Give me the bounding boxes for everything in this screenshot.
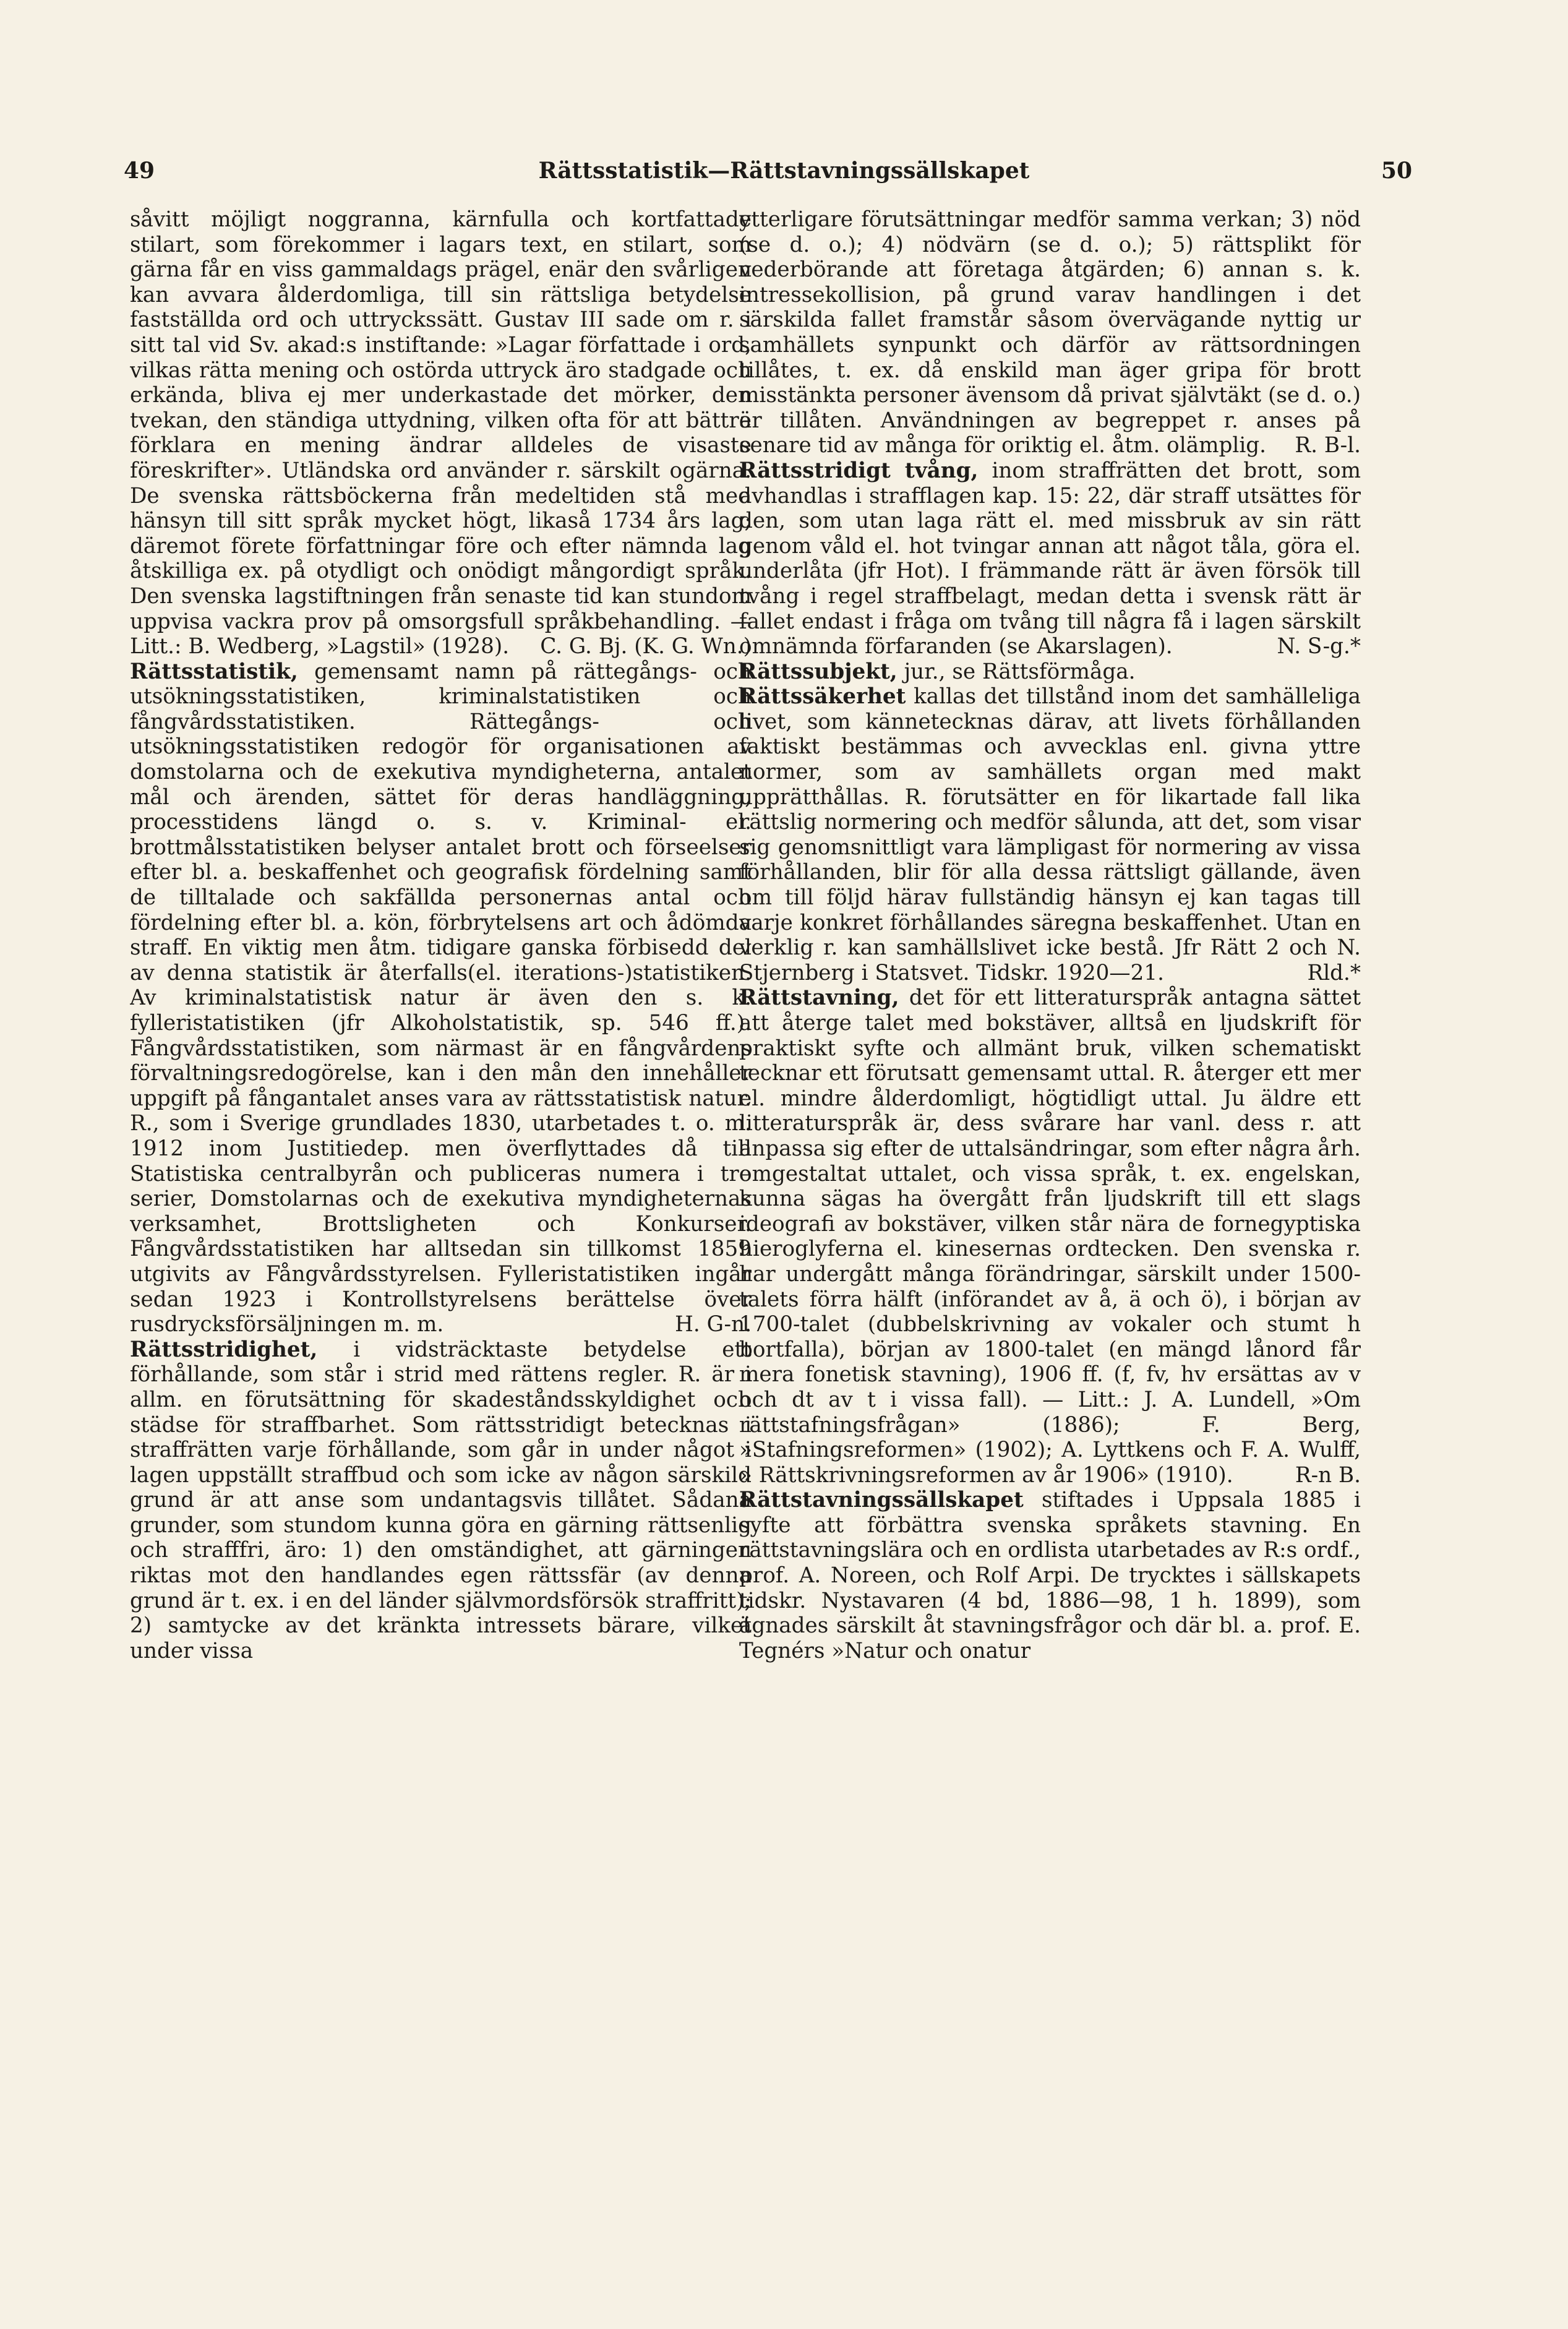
running-title: Rättsstatistik—Rättstavningssällskapet: [538, 158, 1030, 184]
left-column: [130, 207, 752, 2218]
entry-text: det för ett litteraturspråk antagna sättet att återge talet med bokstäver, alltså en ljudskrift för praktiskt syfte och allmänt bruk, vilken schematiskt tecknar ett förutsatt gemensamt uttal. R. återger ett mer el. mindre ålderdomligt, högtidligt uttal. Ju äldre ett litteraturspråk är, dess svårare har vanl. dess r. att anpassa sig efter de uttalsändringar, som efter några årh. omgestaltat uttalet, och vissa språk, t. ex. engelskan, kunna sägas ha övergått från ljudskrift till ett slags ideografi av bokstäver, vilken står nära de fornegyptiska hieroglyferna el. kinesernas ordtecken. Den svenska r. har undergått många förändringar, särskilt under 1500-talets förra hälft (införandet av å, ä och ö), i början av 1700-talet (dubbelskrivning av vokaler och stumt h bortfalla), början av 1800-talet (en mängd lånord får mera fonetisk stavning), 1906 ff. (f, fv, hv ersättas av v och dt av t i vissa fall). — Litt.: J. A. Lundell, »Om rättstafningsfrågan» (1886); F. Berg, »Stafningsreformen» (1902); A. Lyttkens och F. A. Wulff, » Rättskrivningsreformen av år 1906» (1910).: [739, 985, 1361, 1488]
entry-headword: Rättstavningssällskapet: [739, 1488, 1024, 1513]
author-signature: R-n B.: [1295, 1462, 1361, 1488]
entry-headword: Rättssäkerhet: [739, 684, 906, 710]
entry-rattsstatistik: [130, 659, 752, 1337]
entry-headword: Rättstavning,: [739, 985, 899, 1011]
author-signature: H. G-n.: [675, 1312, 752, 1337]
entry-continuation: [130, 207, 752, 659]
entry-text: kallas det tillstånd inom det samhälleliga livet, som kännetecknas därav, att livets förhållanden faktiskt bestämmas och avvecklas enl. givna yttre normer, som av samhällets organ med makt upprätthållas. R. förutsätter en för likartade fall lika rättslig normering och medför sålunda, att det, som visar sig genomsnittligt vara lämpligast för normering av vissa förhållanden, blir för alla dessa rättsligt gällande, även om till följd härav fullständig hänsyn ej kan tagas till varje konkret förhållandes säregna beskaffenhet. Utan en verklig r. kan samhällslivet icke bestå. Jfr Rätt 2 och N. Stjernberg i Statsvet. Tidskr. 1920—21.: [739, 684, 1361, 985]
entry-rattssubjekt: [739, 659, 1361, 685]
entry-text: jur., se Rättsförmåga.: [904, 659, 1136, 684]
entry-text: såvitt möjligt noggranna, kärnfulla och kortfattade stilart, som förekommer i lagars text, en stilart, som gärna får en viss gammaldags prägel, enär den svårligen kan avvara ålderdomliga, till sin rättsliga betydelse fastställda ord och uttryckssätt. Gustav III sade om r. i sitt tal vid Sv. akad:s instiftande: »Lagar författade i ord, vilkas rätta mening och ostörda uttryck äro stadgade och erkända, bliva ej mer underkastade det mörker, den tvekan, den ständiga uttydning, vilken ofta för att bättre förklara en mening ändrar alldeles de visaste föreskrifter». Utländska ord använder r. särskilt ogärna. De svenska rättsböckerna från medeltiden stå med hänsyn till sitt språk mycket högt, likaså 1734 års lag; däremot förete författningar före och efter nämnda lag åtskilliga ex. på otydligt och onödigt mångordigt språk. Den svenska lagstiftningen från senaste tid kan stundom uppvisa vackra prov på omsorgsfull språkbehandling. — Litt.: B. Wedberg, »Lagstil» (1928).: [130, 207, 752, 659]
page-number-left: 49: [124, 158, 155, 184]
entry-rattstavningssallskapet: [739, 1488, 1361, 1663]
entry-rattstavning: [739, 985, 1361, 1488]
page-number-right: 50: [1381, 158, 1412, 184]
entry-rattssakerhet: [739, 684, 1361, 985]
author-signature: Rld.*: [1307, 960, 1361, 985]
entry-text: ytterligare förutsättningar medför samma verkan; 3) nöd (se d. o.); 4) nödvärn (se d. o.); 5) rättsplikt för vederbörande att företaga åtgärden; 6) annan s. k. intressekollision, på grund varav handlingen i det särskilda fallet framstår såsom övervägande nyttig ur samhällets synpunkt och därför av rättsordningen tillåtes, t. ex. då enskild man äger gripa för brott misstänkta personer ävensom då privat självtäkt (se d. o.) är tillåten. Användningen av begreppet r. anses på senare tid av många för oriktig el. åtm. olämplig.: [739, 207, 1361, 458]
entry-headword: Rättsstatistik,: [130, 659, 298, 684]
entry-text: gemensamt namn på rättegångs- och utsökningsstatistiken, kriminalstatistiken och fångvårdsstatistiken. Rättegångs- och utsökningsstatistiken redogör för organisationen av domstolarna och de exekutiva myndigheterna, antalet mål och ärenden, sättet för deras handläggning, processtidens längd o. s. v. Kriminal- el. brottmålsstatistiken belyser antalet brott och förseelser efter bl. a. beskaffenhet och geografisk fördelning samt de tilltalade och sakfällda personernas antal och fördelning efter bl. a. kön, förbrytelsens art och ådömda straff. En viktig men åtm. tidigare ganska förbisedd del av denna statistik är återfalls(el. iterations-)statistiken. Av kriminalstatistisk natur är även den s. k. fylleristatistiken (jfr Alkoholstatistik, sp. 546 ff.). Fångvårdsstatistiken, som närmast är en fångvårdens förvaltningsredogörelse, kan i den mån den innehåller uppgift på fångantalet anses vara av rättsstatistisk natur. R., som i Sverige grundlades 1830, utarbetades t. o. m. 1912 inom Justitiedep. men överflyttades då till Statistiska centralbyrån och publiceras numera i tre serier, Domstolarnas och de exekutiva myndigheternas verksamhet, Brottsligheten och Konkurser. Fångvårdsstatistiken har alltsedan sin tillkomst 1859 utgivits av Fångvårdsstyrelsen. Fylleristatistiken ingår sedan 1923 i Kontrollstyrelsens berättelse över rusdrycksförsäljningen m. m.: [130, 659, 752, 1337]
entry-text: inom straffrätten det brott, som avhandlas i strafflagen kap. 15: 22, där straff utsättes för den, som utan laga rätt el. med missbruk av sin rätt genom våld el. hot tvingar annan att något tåla, göra el. underlåta (jfr Hot). I främmande rätt är även försök till tvång i regel straffbelagt, medan detta i svensk rätt är fallet endast i fråga om tvång till några få i lagen särskilt omnämnda förfaranden (se Akarslagen).: [739, 458, 1361, 659]
entry-continuation: [739, 207, 1361, 458]
page-header: [0, 152, 1568, 189]
author-signature: N. S-g.*: [1277, 634, 1361, 659]
entry-headword: Rättsstridigt tvång,: [739, 458, 979, 483]
entry-rattsstridigt-tvang: [739, 458, 1361, 659]
author-signature: C. G. Bj. (K. G. Wn.): [540, 634, 752, 659]
entry-text: stiftades i Uppsala 1885 i syfte att förbättra svenska språkets stavning. En rättstavningslära och en ordlista utarbetades av R:s ordf., prof. A. Noreen, och Rolf Arpi. De trycktes i sällskapets tidskr. Nystavaren (4 bd, 1886—98, 1 h. 1899), som ägnades särskilt åt stavningsfrågor och där bl. a. prof. E. Tegnérs »Natur och onatur: [739, 1488, 1361, 1663]
author-signature: R. B-l.: [1295, 433, 1361, 458]
right-column: [739, 207, 1361, 2218]
entry-headword: Rättsstridighet,: [130, 1337, 318, 1362]
entry-rattsstridighet: [130, 1337, 752, 1664]
entry-text: i vidsträcktaste betydelse ett förhållande, som står i strid med rättens regler. R. är i allm. en förutsättning för skadeståndsskyldighet och städse för straffbarhet. Som rättsstridigt betecknas i straffrätten varje förhållande, som går in under något i lagen uppställt straffbud och som icke av någon särskild grund är att anse som undantagsvis tillåtet. Sådana grunder, som stundom kunna göra en gärning rättsenlig och strafffri, äro: 1) den omständighet, att gärningen riktas mot den handlandes egen rättssfär (av denna grund är t. ex. i en del länder självmordsförsök straffritt); 2) samtycke av det kränkta intressets bärare, vilket under vissa: [130, 1337, 752, 1663]
entry-headword: Rättssubjekt,: [739, 659, 898, 684]
